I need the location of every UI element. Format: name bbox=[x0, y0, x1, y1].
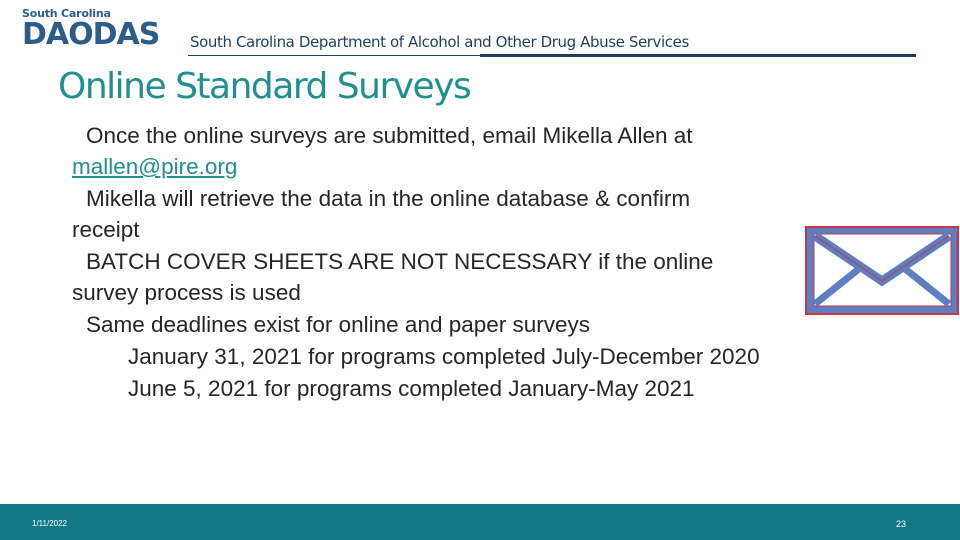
slide-number: 23 bbox=[896, 519, 907, 529]
sub-bullet-item bbox=[114, 341, 762, 372]
department-name: South Carolina Department of Alcohol and Other Drug Abuse Services bbox=[190, 33, 689, 51]
bullet-text: Mikella will retrieve the data in the online database & confirm receipt bbox=[72, 186, 691, 242]
logo bbox=[22, 8, 159, 50]
bullet-item bbox=[72, 246, 762, 308]
footer-date: 1/11/2022 bbox=[32, 519, 67, 528]
bullet-text: Once the online surveys are submitted, email Mikella Allen at bbox=[86, 123, 693, 148]
slide-title: Online Standard Surveys bbox=[58, 66, 471, 107]
bullet-list bbox=[72, 120, 762, 405]
logo-state-text: South Carolina bbox=[22, 7, 111, 20]
footer-bar bbox=[0, 504, 960, 540]
sub-bullet-item bbox=[114, 373, 762, 404]
email-link[interactable]: mallen@pire.org bbox=[72, 154, 238, 179]
bullet-text: BATCH COVER SHEETS ARE NOT NECESSARY if the online survey process is used bbox=[72, 249, 714, 305]
header-divider-thin bbox=[188, 55, 480, 56]
envelope-icon bbox=[805, 226, 959, 315]
bullet-item bbox=[72, 120, 762, 182]
header-divider bbox=[480, 54, 916, 57]
bullet-item bbox=[72, 183, 762, 245]
bullet-item bbox=[72, 309, 762, 340]
logo-wordmark: DAODAS bbox=[22, 17, 160, 52]
bullet-text: Same deadlines exist for online and paper surveys bbox=[86, 312, 591, 337]
sub-bullet-text: June 5, 2021 for programs completed January-May 2021 bbox=[128, 376, 695, 401]
sub-bullet-text: January 31, 2021 for programs completed July-December 2020 bbox=[128, 344, 760, 369]
